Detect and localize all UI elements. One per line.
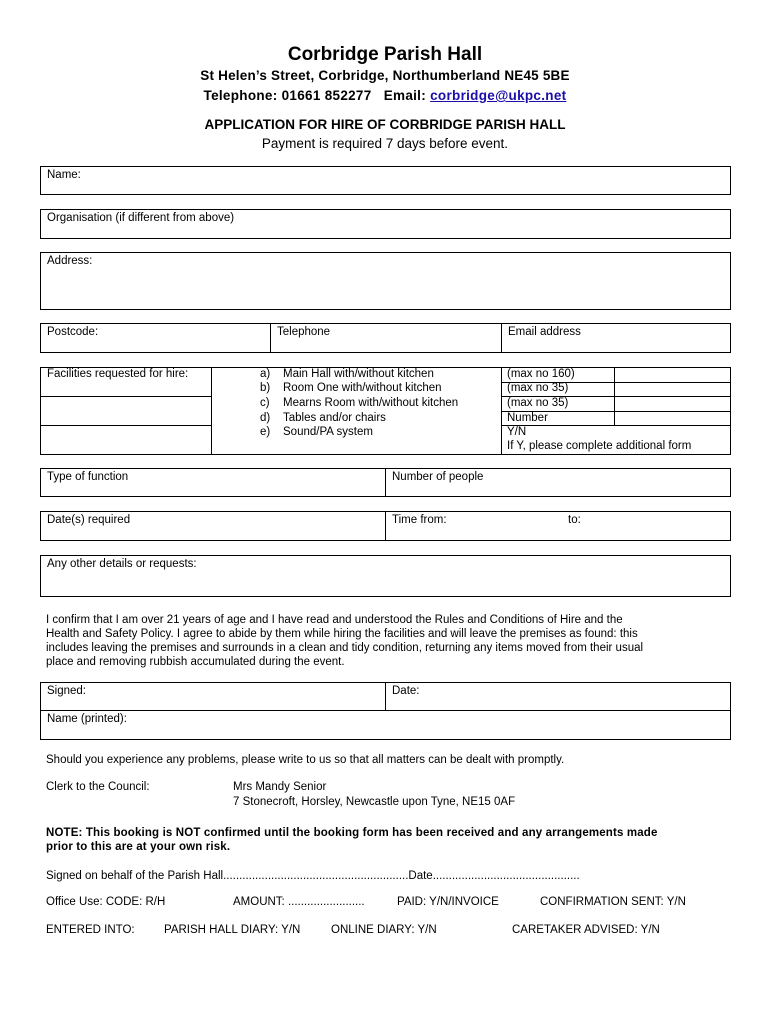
facility-item[interactable]: Mearns Room with/without kitchen	[283, 397, 459, 409]
name-field[interactable]	[40, 166, 731, 195]
divider	[501, 323, 502, 353]
date-label: Date:	[392, 685, 420, 697]
clerk-label: Clerk to the Council:	[46, 781, 150, 793]
confirmation-line: includes leaving the premises and surrounds in a clean and tidy condition, returning any items moved from their usual	[46, 642, 644, 654]
divider	[40, 396, 211, 397]
organisation-field[interactable]	[40, 209, 731, 239]
facility-note: (max no 35)	[507, 397, 569, 409]
email-link[interactable]: corbridge@ukpc.net	[430, 88, 567, 103]
signed-label: Signed:	[47, 685, 87, 697]
page-title: Corbridge Parish Hall	[287, 44, 483, 65]
office-use-code: Office Use: CODE: R/H	[46, 896, 166, 908]
address-field[interactable]	[40, 252, 731, 310]
divider	[40, 425, 211, 426]
confirmation-sent-field: CONFIRMATION SENT: Y/N	[540, 896, 686, 908]
facility-letter: e)	[260, 426, 271, 438]
divider	[270, 323, 271, 353]
confirmation-line: Health and Safety Policy. I agree to abide by them while hiring the facilities and will leave the premises as found: this	[46, 628, 638, 640]
facility-letter: d)	[260, 412, 271, 424]
telephone-field-label: Telephone	[277, 326, 331, 338]
note-line: NOTE: This booking is NOT confirmed until the booking form has been received and any arrangements made	[46, 827, 658, 839]
facility-note: Y/N	[507, 426, 527, 438]
parish-diary-field: PARISH HALL DIARY: Y/N	[164, 924, 301, 936]
contact-row	[40, 323, 731, 353]
telephone-label: Telephone:	[203, 88, 278, 103]
divider	[211, 367, 212, 455]
note-line: prior to this are at your own risk.	[46, 841, 231, 853]
name-label: Name:	[47, 169, 81, 181]
facility-item[interactable]: Sound/PA system	[283, 426, 373, 438]
contact-line	[0, 88, 770, 103]
other-details-field[interactable]	[40, 555, 731, 597]
name-printed-label: Name (printed):	[47, 713, 127, 725]
time-from-label: Time from:	[392, 514, 447, 526]
caretaker-field: CARETAKER ADVISED: Y/N	[512, 924, 660, 936]
facilities-label: Facilities requested for hire:	[47, 368, 189, 380]
organisation-label: Organisation (if different from above)	[47, 212, 235, 224]
confirmation-line: place and removing rubbish accumulated during the event.	[46, 656, 345, 668]
divider	[385, 468, 386, 497]
problems-text: Should you experience any problems, please write to us so that all matters can be dealt with promptly.	[46, 754, 565, 766]
signed-behalf-line: Signed on behalf of the Parish Hall..........................................................Date..............................................	[46, 870, 580, 882]
email-field-label: Email address	[508, 326, 581, 338]
confirmation-text	[46, 613, 736, 669]
other-details-label: Any other details or requests:	[47, 558, 197, 570]
divider	[385, 511, 386, 541]
facility-note: Number	[507, 412, 548, 424]
payment-note: Payment is required 7 days before event.	[261, 136, 509, 151]
facility-letter: b)	[260, 382, 271, 394]
postcode-label: Postcode:	[47, 326, 99, 338]
time-to-label: to:	[568, 514, 581, 526]
facility-letter: c)	[260, 397, 270, 409]
divider	[385, 682, 386, 710]
dates-label: Date(s) required	[47, 514, 131, 526]
online-diary-field: ONLINE DIARY: Y/N	[331, 924, 437, 936]
amount-field: AMOUNT: ........................	[233, 896, 365, 908]
confirmation-line: I confirm that I am over 21 years of age and I have read and understood the Rules and Conditions of Hire and the	[46, 614, 623, 626]
facility-item[interactable]: Room One with/without kitchen	[283, 382, 442, 394]
facility-item[interactable]: Tables and/or chairs	[283, 412, 386, 424]
facility-item[interactable]: Main Hall with/without kitchen	[283, 368, 434, 380]
clerk-name: Mrs Mandy Senior	[233, 781, 327, 793]
email-label: Email:	[383, 88, 427, 103]
facility-extra-note: If Y, please complete additional form	[507, 440, 692, 452]
facility-letter: a)	[260, 368, 271, 380]
entered-into-label: ENTERED INTO:	[46, 924, 135, 936]
facility-note: (max no 35)	[507, 382, 569, 394]
paid-field: PAID: Y/N/INVOICE	[397, 896, 499, 908]
function-label: Type of function	[47, 471, 129, 483]
address-label: Address:	[47, 255, 93, 267]
people-label: Number of people	[392, 471, 484, 483]
application-title: APPLICATION FOR HIRE OF CORBRIDGE PARISH HALL	[204, 117, 566, 132]
divider	[501, 425, 731, 426]
clerk-address: 7 Stonecroft, Horsley, Newcastle upon Tyne, NE15 0AF	[233, 796, 516, 808]
telephone-number: 01661 852277	[281, 88, 372, 103]
hall-address: St Helen’s Street, Corbridge, Northumberland NE45 5BE	[200, 68, 570, 83]
facility-note: (max no 160)	[507, 368, 575, 380]
divider	[40, 710, 731, 711]
